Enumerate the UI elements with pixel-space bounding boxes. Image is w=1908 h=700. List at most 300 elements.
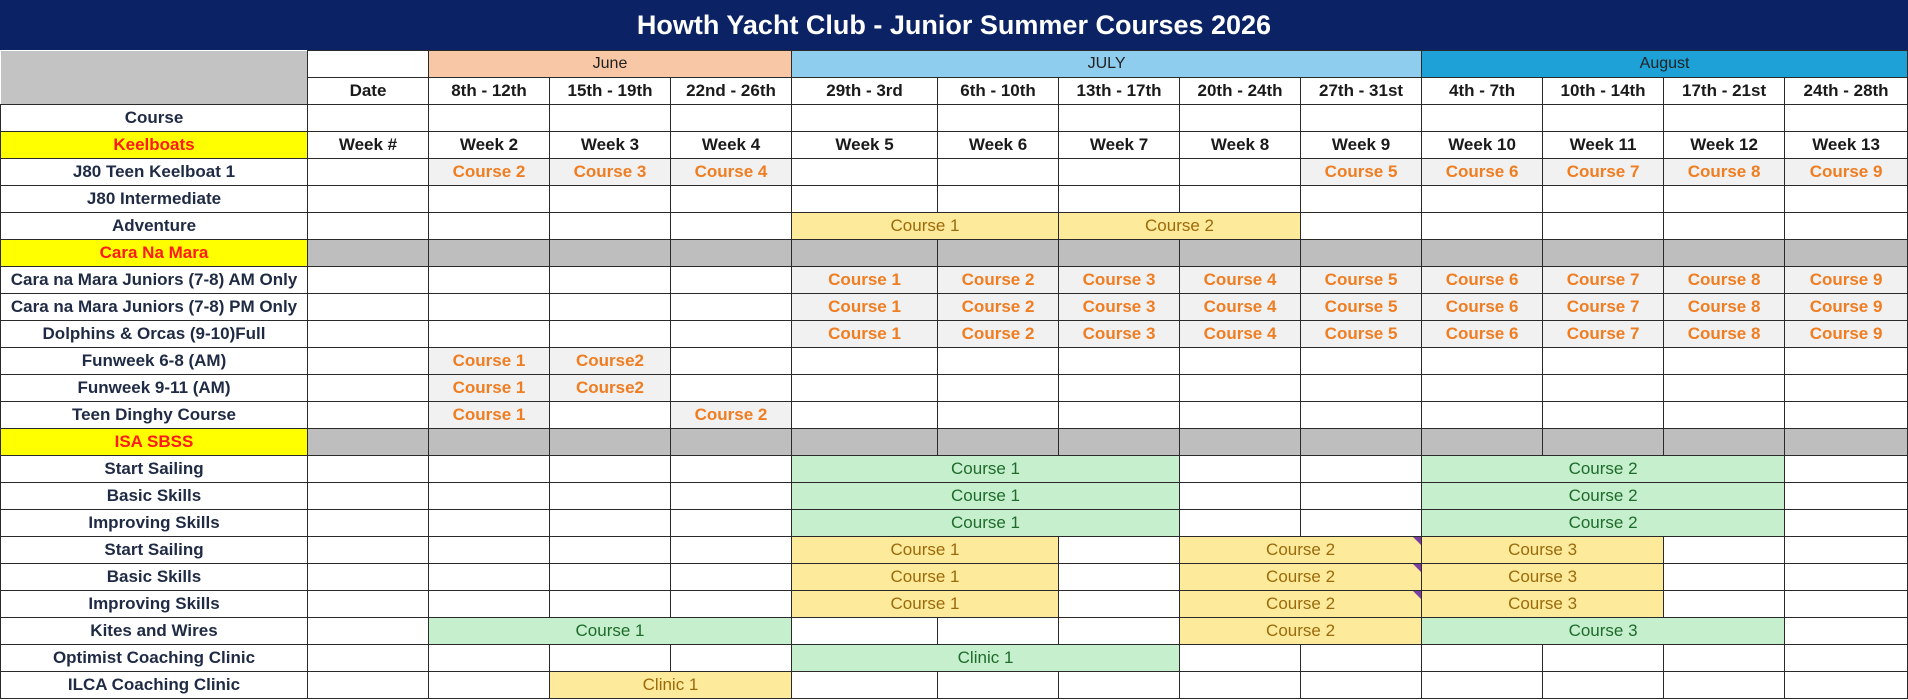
course-label-row [1, 105, 1908, 132]
cell[interactable] [792, 429, 938, 456]
cell[interactable] [1664, 672, 1785, 699]
cell[interactable] [671, 240, 792, 267]
cell[interactable] [1059, 159, 1180, 186]
cell[interactable] [550, 105, 671, 132]
course-cell[interactable]: Course 6 [1422, 159, 1543, 186]
cell[interactable] [550, 213, 671, 240]
course-cell[interactable]: Course 7 [1543, 294, 1664, 321]
cell[interactable] [938, 672, 1059, 699]
cell[interactable] [1664, 240, 1785, 267]
course-label[interactable]: Improving Skills [1, 591, 308, 618]
date-cell[interactable]: 17th - 21st [1664, 78, 1785, 105]
cell[interactable] [308, 537, 429, 564]
week-cell[interactable]: Week 11 [1543, 132, 1664, 159]
cell[interactable] [1543, 645, 1664, 672]
date-cell[interactable]: 20th - 24th [1180, 78, 1301, 105]
course-column-label[interactable]: Course [1, 105, 308, 132]
cell[interactable] [1664, 375, 1785, 402]
course-block[interactable]: Course 2 [1422, 510, 1785, 537]
cell[interactable] [671, 645, 792, 672]
date-cell[interactable]: 29th - 3rd [792, 78, 938, 105]
cell[interactable] [429, 645, 550, 672]
course-cell[interactable]: Course 3 [1059, 267, 1180, 294]
cell[interactable] [1059, 429, 1180, 456]
course-block[interactable]: Course 2 [1422, 456, 1785, 483]
course-cell[interactable]: Course2 [550, 348, 671, 375]
course-cell[interactable]: Course 5 [1301, 294, 1422, 321]
cell[interactable] [1059, 402, 1180, 429]
course-block[interactable]: Course 3 [1422, 618, 1785, 645]
course-cell[interactable]: Course 9 [1785, 294, 1908, 321]
cell[interactable] [308, 510, 429, 537]
cell[interactable] [1059, 375, 1180, 402]
course-cell[interactable]: Course 6 [1422, 267, 1543, 294]
cell[interactable] [671, 429, 792, 456]
cell[interactable] [792, 105, 938, 132]
date-cell[interactable]: 10th - 14th [1543, 78, 1664, 105]
date-cell[interactable]: 22nd - 26th [671, 78, 792, 105]
course-cell[interactable]: Course 3 [1059, 294, 1180, 321]
date-cell[interactable]: 15th - 19th [550, 78, 671, 105]
cell[interactable] [1543, 240, 1664, 267]
cell[interactable] [429, 483, 550, 510]
cell[interactable] [550, 591, 671, 618]
cell[interactable] [550, 267, 671, 294]
cell[interactable] [1664, 537, 1785, 564]
course-cell[interactable]: Course 8 [1664, 159, 1785, 186]
cell[interactable] [1785, 456, 1908, 483]
course-cell[interactable]: Course 3 [1059, 321, 1180, 348]
course-block[interactable]: Course 2 [1180, 591, 1422, 618]
cell[interactable] [308, 429, 429, 456]
cell[interactable] [792, 375, 938, 402]
cell[interactable] [550, 537, 671, 564]
cell[interactable] [550, 483, 671, 510]
course-label[interactable]: Optimist Coaching Clinic [1, 645, 308, 672]
cell[interactable] [1422, 240, 1543, 267]
cell[interactable] [1543, 375, 1664, 402]
cell[interactable] [671, 510, 792, 537]
cell[interactable] [792, 672, 938, 699]
cell[interactable] [308, 375, 429, 402]
cell[interactable] [429, 213, 550, 240]
cell[interactable] [429, 321, 550, 348]
cell[interactable] [1785, 186, 1908, 213]
cell[interactable] [1664, 591, 1785, 618]
course-label[interactable]: Adventure [1, 213, 308, 240]
course-cell[interactable]: Course 3 [550, 159, 671, 186]
course-block[interactable]: Clinic 1 [792, 645, 1180, 672]
cell[interactable] [1785, 483, 1908, 510]
section-row-cara-na-mara [1, 240, 1908, 267]
course-label[interactable]: Cara na Mara Juniors (7-8) AM Only [1, 267, 308, 294]
cell[interactable] [429, 267, 550, 294]
cell[interactable] [1543, 186, 1664, 213]
cell[interactable] [1543, 672, 1664, 699]
cell[interactable] [429, 672, 550, 699]
cell[interactable] [1664, 564, 1785, 591]
cell[interactable] [1180, 456, 1301, 483]
course-block[interactable]: Course 3 [1422, 537, 1664, 564]
cell[interactable] [1422, 348, 1543, 375]
cell[interactable] [671, 483, 792, 510]
date-cell[interactable]: 27th - 31st [1301, 78, 1422, 105]
course-cell[interactable]: Course 8 [1664, 321, 1785, 348]
cell[interactable] [429, 105, 550, 132]
course-cell[interactable]: Course 4 [1180, 267, 1301, 294]
cell[interactable] [308, 186, 429, 213]
course-label[interactable]: J80 Intermediate [1, 186, 308, 213]
course-block[interactable]: Course 1 [792, 213, 1059, 240]
week-cell[interactable]: Week 8 [1180, 132, 1301, 159]
cell[interactable] [671, 375, 792, 402]
course-block[interactable]: Clinic 1 [550, 672, 792, 699]
cell[interactable] [938, 348, 1059, 375]
course-cell[interactable]: Course 6 [1422, 321, 1543, 348]
cell[interactable] [1059, 240, 1180, 267]
week-cell[interactable]: Week 6 [938, 132, 1059, 159]
course-cell[interactable]: Course 4 [1180, 294, 1301, 321]
cell[interactable] [671, 267, 792, 294]
cell[interactable] [1664, 402, 1785, 429]
cell[interactable] [1301, 672, 1422, 699]
course-cell[interactable]: Course 2 [938, 321, 1059, 348]
course-label[interactable]: Dolphins & Orcas (9-10)Full [1, 321, 308, 348]
week-cell[interactable]: Week 3 [550, 132, 671, 159]
section-isa-sbss[interactable]: ISA SBSS [1, 429, 308, 456]
cell[interactable] [1785, 213, 1908, 240]
course-cell[interactable]: Course 9 [1785, 267, 1908, 294]
cell[interactable] [671, 213, 792, 240]
cell[interactable] [1059, 186, 1180, 213]
cell[interactable] [308, 159, 429, 186]
cell[interactable] [1301, 483, 1422, 510]
cell[interactable] [550, 564, 671, 591]
cell[interactable] [550, 186, 671, 213]
cell[interactable] [1180, 105, 1301, 132]
cell[interactable] [1301, 348, 1422, 375]
date-cell[interactable]: 13th - 17th [1059, 78, 1180, 105]
cell[interactable] [1059, 348, 1180, 375]
course-cell[interactable]: Course 9 [1785, 159, 1908, 186]
cell[interactable] [308, 618, 429, 645]
course-cell[interactable]: Course 5 [1301, 159, 1422, 186]
section-cara-na-mara[interactable]: Cara Na Mara [1, 240, 308, 267]
cell[interactable] [429, 186, 550, 213]
cell[interactable] [550, 321, 671, 348]
course-block[interactable]: Course 1 [429, 618, 792, 645]
course-block[interactable]: Course 2 [1180, 564, 1422, 591]
course-row-optimist-clinic [1, 645, 1908, 672]
cell[interactable] [1059, 672, 1180, 699]
cell[interactable] [671, 456, 792, 483]
cell[interactable] [1422, 186, 1543, 213]
cell[interactable] [550, 456, 671, 483]
cell[interactable] [1059, 591, 1180, 618]
cell[interactable] [1543, 348, 1664, 375]
cell[interactable] [1301, 213, 1422, 240]
cell[interactable] [429, 429, 550, 456]
cell[interactable] [1664, 348, 1785, 375]
course-cell[interactable]: Course 2 [429, 159, 550, 186]
cell[interactable] [550, 429, 671, 456]
course-cell[interactable]: Course 5 [1301, 267, 1422, 294]
cell[interactable] [1422, 105, 1543, 132]
cell[interactable] [938, 240, 1059, 267]
cell[interactable] [1664, 645, 1785, 672]
course-cell[interactable]: Course 2 [938, 267, 1059, 294]
cell[interactable] [938, 402, 1059, 429]
cell[interactable] [429, 537, 550, 564]
cell[interactable] [1180, 348, 1301, 375]
cell[interactable] [1301, 240, 1422, 267]
cell[interactable] [308, 564, 429, 591]
cell[interactable] [429, 240, 550, 267]
cell[interactable] [792, 348, 938, 375]
course-row-cnm-am [1, 267, 1908, 294]
course-label[interactable]: Start Sailing [1, 456, 308, 483]
month-july[interactable]: JULY [792, 51, 1422, 78]
cell[interactable] [671, 564, 792, 591]
course-cell[interactable]: Course 6 [1422, 294, 1543, 321]
course-cell[interactable]: Course 5 [1301, 321, 1422, 348]
course-cell[interactable]: Course 7 [1543, 321, 1664, 348]
cell[interactable] [308, 240, 429, 267]
cell[interactable] [671, 537, 792, 564]
cell[interactable] [1543, 429, 1664, 456]
cell[interactable] [671, 348, 792, 375]
cell[interactable] [429, 591, 550, 618]
course-cell[interactable]: Course 7 [1543, 159, 1664, 186]
course-cell[interactable]: Course 9 [1785, 321, 1908, 348]
cell[interactable] [429, 294, 550, 321]
course-cell[interactable]: Course 8 [1664, 294, 1785, 321]
course-block[interactable]: Course 1 [792, 591, 1059, 618]
cell[interactable] [308, 591, 429, 618]
cell[interactable] [1422, 645, 1543, 672]
cell[interactable] [671, 186, 792, 213]
cell[interactable] [308, 321, 429, 348]
course-cell[interactable]: Course 1 [792, 294, 938, 321]
cell[interactable] [938, 429, 1059, 456]
cell[interactable] [429, 564, 550, 591]
cell[interactable] [938, 105, 1059, 132]
date-cell[interactable]: 24th - 28th [1785, 78, 1908, 105]
course-label[interactable]: Basic Skills [1, 483, 308, 510]
date-cell[interactable]: 4th - 7th [1422, 78, 1543, 105]
cell[interactable] [1180, 402, 1301, 429]
course-label[interactable]: Funweek 6-8 (AM) [1, 348, 308, 375]
cell[interactable] [1059, 537, 1180, 564]
course-label[interactable]: J80 Teen Keelboat 1 [1, 159, 308, 186]
date-label[interactable]: Date [308, 78, 429, 105]
cell[interactable] [938, 159, 1059, 186]
week-cell[interactable]: Week 2 [429, 132, 550, 159]
cell[interactable] [308, 267, 429, 294]
course-block[interactable]: Course 1 [792, 483, 1180, 510]
cell[interactable] [1543, 213, 1664, 240]
cell[interactable] [550, 294, 671, 321]
cell[interactable] [308, 105, 429, 132]
cell[interactable] [792, 402, 938, 429]
cell[interactable] [1301, 186, 1422, 213]
cell[interactable] [1664, 429, 1785, 456]
course-cell[interactable]: Course 1 [429, 375, 550, 402]
cell[interactable] [1180, 375, 1301, 402]
blank-cell[interactable] [308, 51, 429, 78]
cell[interactable] [1785, 402, 1908, 429]
course-label[interactable]: Funweek 9-11 (AM) [1, 375, 308, 402]
cell[interactable] [1785, 429, 1908, 456]
cell[interactable] [1785, 240, 1908, 267]
cell[interactable] [1543, 402, 1664, 429]
cell[interactable] [1785, 591, 1908, 618]
course-cell[interactable]: Course 1 [792, 321, 938, 348]
cell[interactable] [1785, 375, 1908, 402]
cell[interactable] [1301, 645, 1422, 672]
course-row-ilca-clinic [1, 672, 1908, 699]
course-cell[interactable]: Course 4 [671, 159, 792, 186]
week-cell[interactable]: Week 9 [1301, 132, 1422, 159]
cell[interactable] [1785, 105, 1908, 132]
cell[interactable] [1059, 564, 1180, 591]
cell[interactable] [1301, 510, 1422, 537]
week-cell[interactable]: Week 7 [1059, 132, 1180, 159]
cell[interactable] [1543, 105, 1664, 132]
week-cell[interactable]: Week 10 [1422, 132, 1543, 159]
course-block[interactable]: Course 1 [792, 510, 1180, 537]
cell[interactable] [1422, 402, 1543, 429]
cell[interactable] [1180, 510, 1301, 537]
cell[interactable] [308, 645, 429, 672]
cell[interactable] [1785, 564, 1908, 591]
cell[interactable] [1301, 105, 1422, 132]
course-label[interactable]: Start Sailing [1, 537, 308, 564]
course-block[interactable]: Course 1 [792, 564, 1059, 591]
course-cell[interactable]: Course 1 [429, 402, 550, 429]
cell[interactable] [1180, 672, 1301, 699]
cell[interactable] [1785, 672, 1908, 699]
cell[interactable] [938, 618, 1059, 645]
course-block[interactable]: Course 3 [1422, 564, 1664, 591]
cell[interactable] [308, 456, 429, 483]
course-label[interactable]: Cara na Mara Juniors (7-8) PM Only [1, 294, 308, 321]
week-cell[interactable]: Week 4 [671, 132, 792, 159]
cell[interactable] [1422, 672, 1543, 699]
cell[interactable] [550, 645, 671, 672]
cell[interactable] [938, 186, 1059, 213]
course-block[interactable]: Course 2 [1059, 213, 1301, 240]
cell[interactable] [1059, 105, 1180, 132]
cell[interactable] [1785, 510, 1908, 537]
course-block[interactable]: Course 3 [1422, 591, 1664, 618]
cell[interactable] [1301, 375, 1422, 402]
cell[interactable] [308, 213, 429, 240]
cell[interactable] [1785, 537, 1908, 564]
cell[interactable] [1180, 159, 1301, 186]
cell[interactable] [1422, 429, 1543, 456]
week-label[interactable]: Week # [308, 132, 429, 159]
course-cell[interactable]: Course 2 [671, 402, 792, 429]
cell[interactable] [671, 105, 792, 132]
course-block[interactable]: Course 2 [1422, 483, 1785, 510]
cell[interactable] [792, 159, 938, 186]
cell[interactable] [1422, 375, 1543, 402]
course-label[interactable]: Basic Skills [1, 564, 308, 591]
course-block[interactable]: Course 1 [792, 456, 1180, 483]
cell[interactable] [308, 348, 429, 375]
cell[interactable] [671, 591, 792, 618]
course-cell[interactable]: Course 1 [429, 348, 550, 375]
cell[interactable] [671, 321, 792, 348]
cell[interactable] [671, 294, 792, 321]
cell[interactable] [308, 483, 429, 510]
week-cell[interactable]: Week 13 [1785, 132, 1908, 159]
cell[interactable] [1785, 348, 1908, 375]
cell[interactable] [792, 186, 938, 213]
section-keelboats[interactable]: Keelboats [1, 132, 308, 159]
course-cell[interactable]: Course 2 [938, 294, 1059, 321]
course-label[interactable]: ILCA Coaching Clinic [1, 672, 308, 699]
cell[interactable] [1059, 618, 1180, 645]
cell[interactable] [938, 375, 1059, 402]
course-cell[interactable]: Course 8 [1664, 267, 1785, 294]
cell[interactable] [1664, 186, 1785, 213]
cell[interactable] [1301, 456, 1422, 483]
cell[interactable] [1180, 483, 1301, 510]
course-label[interactable]: Teen Dinghy Course [1, 402, 308, 429]
cell[interactable] [792, 618, 938, 645]
cell[interactable] [308, 672, 429, 699]
course-block[interactable]: Course 2 [1180, 618, 1422, 645]
date-cell[interactable]: 6th - 10th [938, 78, 1059, 105]
cell[interactable] [1785, 618, 1908, 645]
cell[interactable] [1180, 240, 1301, 267]
course-cell[interactable]: Course2 [550, 375, 671, 402]
cell[interactable] [1664, 213, 1785, 240]
cell[interactable] [550, 510, 671, 537]
cell[interactable] [429, 456, 550, 483]
week-cell[interactable]: Week 12 [1664, 132, 1785, 159]
month-june[interactable]: June [429, 51, 792, 78]
cell[interactable] [550, 240, 671, 267]
cell[interactable] [308, 402, 429, 429]
course-block[interactable]: Course 1 [792, 537, 1059, 564]
cell[interactable] [1422, 213, 1543, 240]
cell[interactable] [1785, 645, 1908, 672]
course-cell[interactable]: Course 7 [1543, 267, 1664, 294]
week-row [1, 132, 1908, 159]
cell[interactable] [1180, 645, 1301, 672]
cell[interactable] [1664, 105, 1785, 132]
cell[interactable] [308, 294, 429, 321]
cell[interactable] [429, 510, 550, 537]
cell[interactable] [550, 402, 671, 429]
course-cell[interactable]: Course 4 [1180, 321, 1301, 348]
month-august[interactable]: August [1422, 51, 1908, 78]
cell[interactable] [1301, 402, 1422, 429]
course-label[interactable]: Improving Skills [1, 510, 308, 537]
cell[interactable] [1301, 429, 1422, 456]
cell[interactable] [792, 240, 938, 267]
course-label[interactable]: Kites and Wires [1, 618, 308, 645]
week-cell[interactable]: Week 5 [792, 132, 938, 159]
cell[interactable] [1180, 186, 1301, 213]
date-cell[interactable]: 8th - 12th [429, 78, 550, 105]
cell[interactable] [1180, 429, 1301, 456]
course-cell[interactable]: Course 1 [792, 267, 938, 294]
course-block[interactable]: Course 2 [1180, 537, 1422, 564]
